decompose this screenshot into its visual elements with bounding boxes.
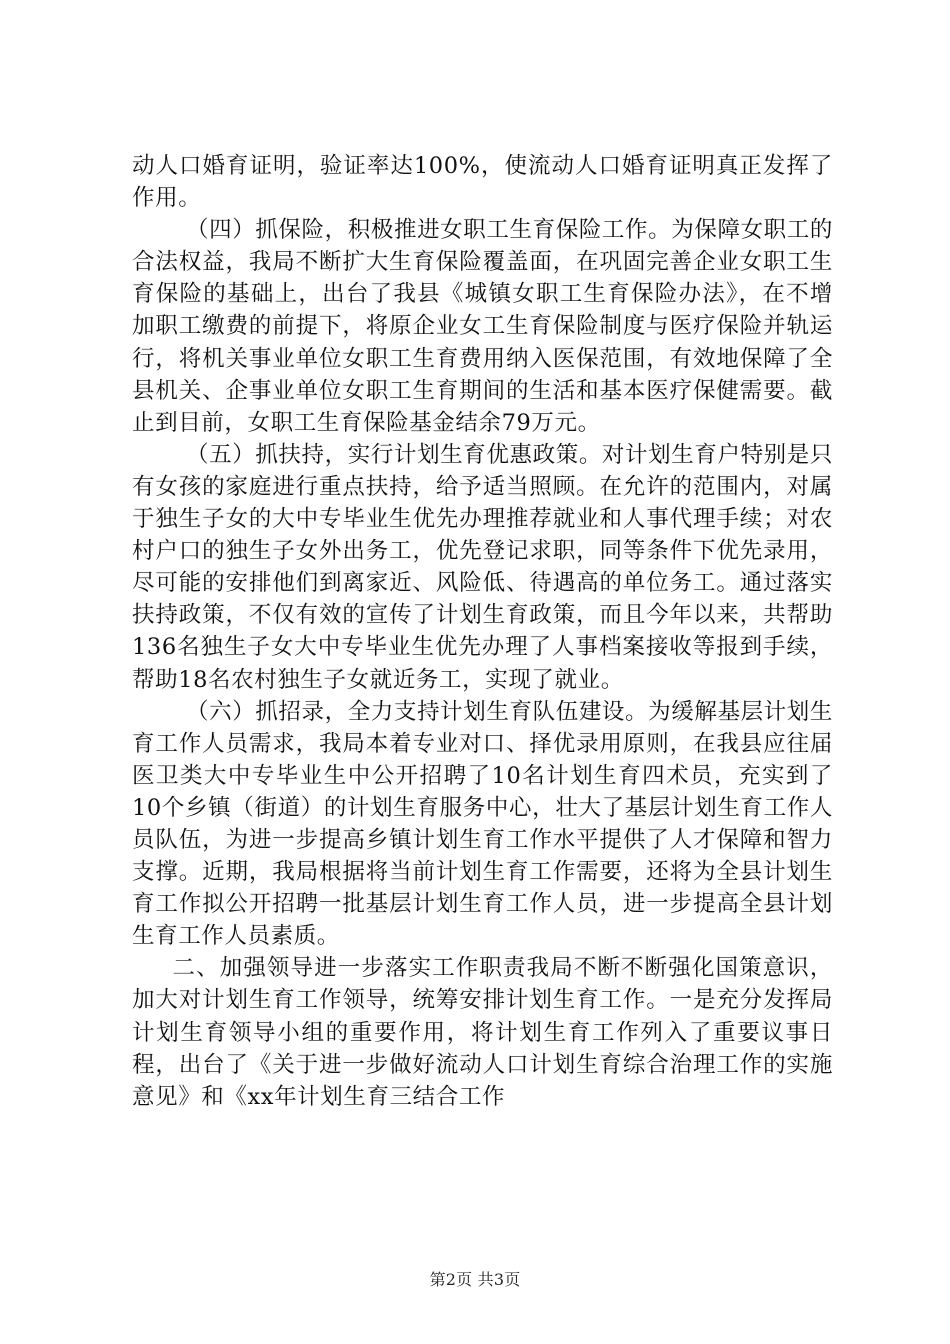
paragraph-section-4: （四）抓保险，积极推进女职工生育保险工作。为保障女职工的合法权益，我局不断扩大生育保险覆盖面，在巩固完善企业女职工生育保险的基础上，出台了我县《城镇女职工生育保险办法》，在不增加职工缴费的前提下，将原企业女工生育保险制度与医疗保险并轨运行，将机关事业单位女职工生育费用纳入医保范围，有效地保障了全县机关、企事业单位女职工生育期间的生活和基本医疗保健需要。截止到目前，女职工生育保险基金结余79万元。: [132, 217, 833, 436]
page-number-footer: 第2页 共3页: [429, 1270, 521, 1289]
paragraph-section-6: （六）抓招录，全力支持计划生育队伍建设。为缓解基层计划生育工作人员需求，我局本着专业对口、择优录用原则，在我县应往届医卫类大中专毕业生中公开招聘了10名计划生育四术员，充实到了10个乡镇（街道）的计划生育服务中心，壮大了基层计划生育工作人员队伍，为进一步提高乡镇计划生育工作水平提供了人才保障和智力支撑。近期，我局根据将当前计划生育工作需要，还将为全县计划生育工作拟公开招聘一批基层计划生育工作人员，进一步提高全县计划生育工作人员素质。: [132, 698, 833, 950]
paragraph-section-5: （五）抓扶持，实行计划生育优惠政策。对计划生育户特别是只有女孩的家庭进行重点扶持，给予适当照顾。在允许的范围内，对属于独生子女的大中专毕业生优先办理推荐就业和人事代理手续；对农村户口的独生子女外出务工，优先登记求职，同等条件下优先录用，尽可能的安排他们到离家近、风险低、待遇高的单位务工。通过落实扶持政策，不仅有效的宣传了计划生育政策，而且今年以来，共帮助136名独生子女大中专毕业生优先办理了人事档案接收等报到手续，帮助18名农村独生子女就近务工，实现了就业。: [132, 441, 833, 693]
paragraph-part-2: 二、加强领导进一步落实工作职责我局不断不断强化国策意识，加大对计划生育工作领导，统筹安排计划生育工作。一是充分发挥局计划生育领导小组的重要作用，将计划生育工作列入了重要议事日程，出台了《关于进一步做好流动人口计划生育综合治理工作的实施意见》和《xx年计划生育三结合工作: [132, 955, 833, 1110]
document-body: [132, 150, 833, 1113]
paragraph-continuation: 动人口婚育证明，验证率达100%，使流动人口婚育证明真正发挥了作用。: [132, 153, 833, 212]
